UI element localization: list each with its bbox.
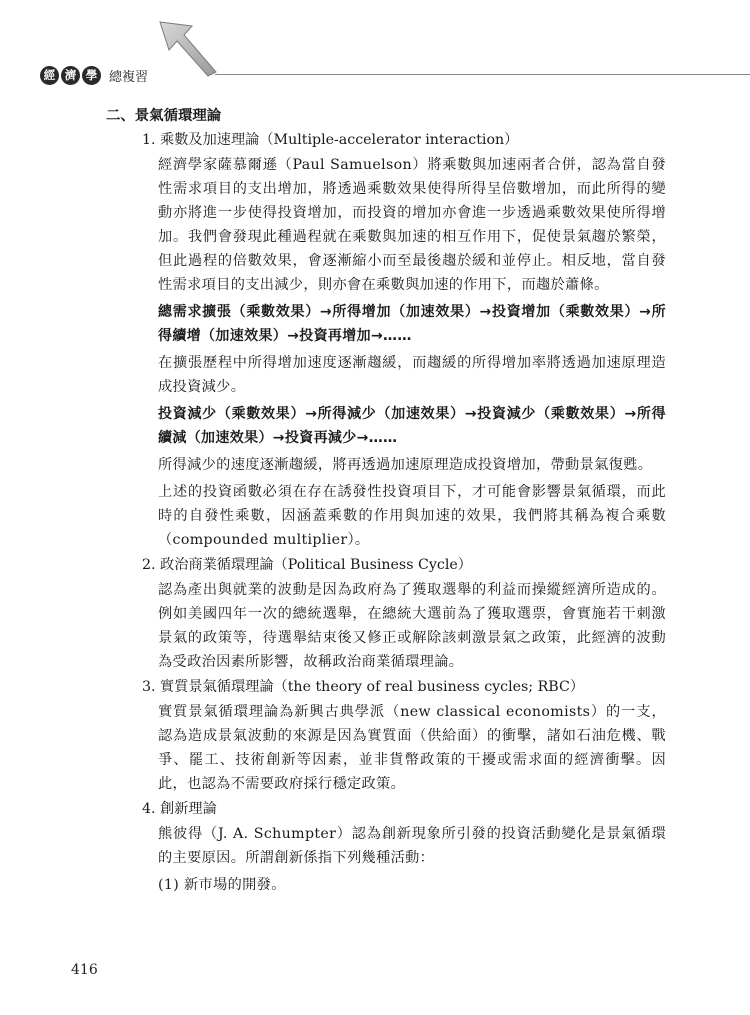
header-subtitle: 總複習	[109, 69, 149, 85]
item-title: 1. 乘數及加速理論（Multiple-accelerator interaction）	[142, 132, 519, 148]
paragraph: 在擴張歷程中所得增加速度逐漸趨緩，而趨緩的所得增加率將透過加速原理造成投資減少。	[158, 355, 666, 395]
item-3	[106, 677, 666, 796]
header-logo	[40, 64, 148, 86]
section-title: 二、景氣循環理論	[106, 108, 222, 124]
bold-chain: 投資減少（乘數效果）→所得減少（加速效果）→投資減少（乘數效果）→所得續減（加速效果）→投資再減少→……	[158, 406, 666, 446]
arrow-icon	[150, 10, 222, 78]
paragraph: 實質景氣循環理論為新興古典學派（new classical economists）的一支，認為造成景氣波動的來源是因為實質面（供給面）的衝擊，諸如石油危機、戰爭、罷工、技術創新等因素，並非貨幣政策的干擾或需求面的經濟衝擊。因此，也認為不需要政府採行穩定政策。	[158, 704, 666, 792]
page-number: 416	[71, 962, 98, 978]
paragraph: 所得減少的速度逐漸趨緩，將再透過加速原理造成投資增加，帶動景氣復甦。	[158, 457, 653, 473]
item-title: 4. 創新理論	[142, 801, 217, 817]
item-4	[106, 799, 666, 897]
item-2	[106, 555, 666, 674]
item-title: 3. 實質景氣循環理論（the theory of real business cycles; RBC）	[142, 679, 585, 695]
page-content	[106, 106, 666, 900]
paragraph: 認為產出與就業的波動是因為政府為了獲取選舉的利益而操縱經濟所造成的。例如美國四年一次的總統選舉，在總統大選前為了獲取選票，會實施若干刺激景氣的政策等，待選舉結束後又修正或解除該刺激景氣之政策，此經濟的波動為受政治因素所影響，故稱政治商業循環理論。	[158, 582, 666, 670]
logo-char-2: 濟	[61, 66, 80, 85]
logo-char-3: 學	[82, 66, 101, 85]
item-1	[106, 130, 666, 552]
paragraph: 上述的投資函數必須在存在誘發性投資項目下，才可能會影響景氣循環，而此時的自發性乘數，因涵蓋乘數的作用與加速的效果，我們將其稱為複合乘數（compounded multiplier）。	[158, 484, 666, 548]
logo-char-1: 經	[40, 66, 59, 85]
header-rule	[215, 74, 750, 75]
paragraph: 熊彼得（J. A. Schumpter）認為創新現象所引發的投資活動變化是景氣循環的主要原因。所謂創新係指下列幾種活動：	[158, 826, 666, 866]
paragraph: (1) 新市場的開發。	[158, 877, 286, 893]
item-title: 2. 政治商業循環理論（Political Business Cycle）	[142, 557, 472, 573]
paragraph: 經濟學家薩慕爾遜（Paul Samuelson）將乘數與加速兩者合併，認為當自發性需求項目的支出增加，將透過乘數效果使得所得呈倍數增加，而此所得的變動亦將進一步使得投資增加，而投資的增加亦會進一步透過乘數效果使所得增加。我們會發現此種過程就在乘數與加速的相互作用下，促使景氣趨於繁榮，但此過程的倍數效果，會逐漸縮小而至最後趨於緩和並停止。相反地，當自發性需求項目的支出減少，則亦會在乘數與加速的作用下，而趨於蕭條。	[158, 157, 666, 293]
bold-chain: 總需求擴張（乘數效果）→所得增加（加速效果）→投資增加（乘數效果）→所得續增（加速效果）→投資再增加→……	[158, 304, 666, 344]
